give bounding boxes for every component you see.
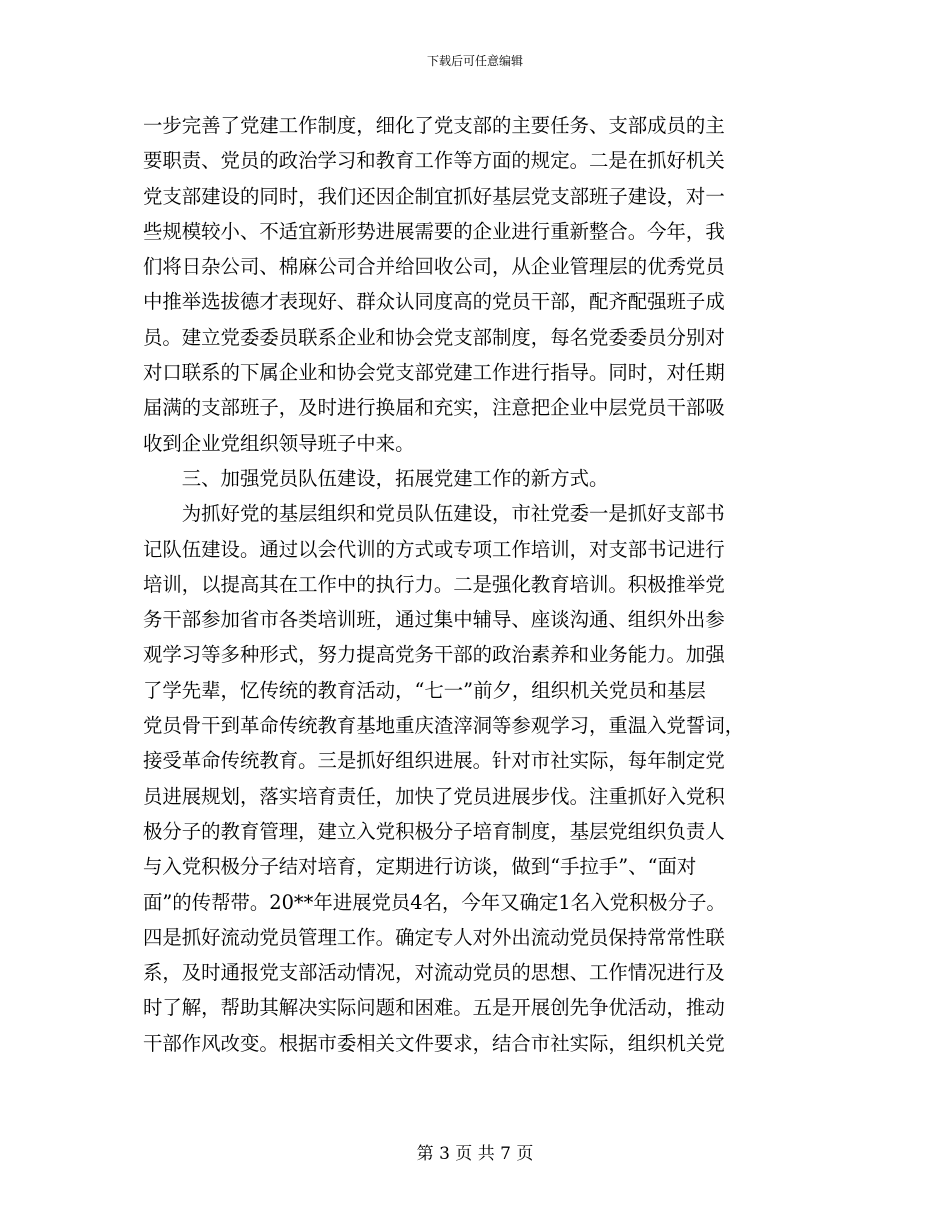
document-body <box>143 108 803 1061</box>
body-line: 培训，以提高其在工作中的执行力。二是强化教育培训。积极推举党 <box>143 572 725 596</box>
body-line: 时了解，帮助其解决实际问题和困难。五是开展创先争优活动，推动 <box>143 996 725 1020</box>
body-line: 为抓好党的基层组织和党员队伍建设，市社党委一是抓好支部书 <box>143 502 725 526</box>
section-heading: 三、加强党员队伍建设，拓展党建工作的新方式。 <box>143 466 609 490</box>
body-line: 要职责、党员的政治学习和教育工作等方面的规定。二是在抓好机关 <box>143 149 725 173</box>
body-line: 党员骨干到革命传统教育基地重庆渣滓洞等参观学习，重温入党誓词， <box>143 714 745 738</box>
body-line: 收到企业党组织领导班子中来。 <box>143 431 415 455</box>
body-line: 观学习等多种形式，努力提高党务干部的政治素养和业务能力。加强 <box>143 643 725 667</box>
body-line: 极分子的教育管理，建立入党积极分子培育制度，基层党组织负责人 <box>143 819 725 843</box>
body-line: 中推举选拔德才表现好、群众认同度高的党员干部，配齐配强班子成 <box>143 290 725 314</box>
body-line: 党支部建设的同时，我们还因企制宜抓好基层党支部班子建设，对一 <box>143 184 725 208</box>
body-line: 对口联系的下属企业和协会党支部党建工作进行指导。同时，对任期 <box>143 361 725 385</box>
body-line: 们将日杂公司、棉麻公司合并给回收公司，从企业管理层的优秀党员 <box>143 255 725 279</box>
page-number: 第 3 页 共 7 页 <box>416 1144 534 1164</box>
body-line: 员进展规划，落实培育责任，加快了党员进展步伐。注重抓好入党积 <box>143 784 725 808</box>
body-line: 一步完善了党建工作制度，细化了党支部的主要任务、支部成员的主 <box>143 114 725 137</box>
body-line: 些规模较小、不适宜新形势进展需要的企业进行重新整合。今年，我 <box>143 219 725 243</box>
body-line: 干部作风改变。根据市委相关文件要求，结合市社实际，组织机关党 <box>143 1031 725 1055</box>
body-line: 记队伍建设。通过以会代训的方式或专项工作培训，对支部书记进行 <box>143 537 725 561</box>
body-line: 接受革命传统教育。三是抓好组织进展。针对市社实际，每年制定党 <box>143 749 725 773</box>
body-line: 系，及时通报党支部活动情况，对流动党员的思想、工作情况进行及 <box>143 961 725 985</box>
body-line: 届满的支部班子，及时进行换届和充实，注意把企业中层党员干部吸 <box>143 396 725 420</box>
body-line: 面”的传帮带。20**年进展党员4名，今年又确定1名入党积极分子。 <box>143 890 726 914</box>
body-line: 四是抓好流动党员管理工作。确定专人对外出流动党员保持常常性联 <box>143 925 725 949</box>
body-line: 务干部参加省市各类培训班，通过集中辅导、座谈沟通、组织外出参 <box>143 608 725 632</box>
body-line: 了学先辈，忆传统的教育活动，“七一”前夕，组织机关党员和基层 <box>143 678 706 702</box>
page-header: 下载后可任意编辑 <box>426 54 523 68</box>
body-line: 员。建立党委委员联系企业和协会党支部制度，每名党委委员分别对 <box>143 325 725 349</box>
body-line: 与入党积极分子结对培育，定期进行访谈，做到“手拉手”、“面对 <box>143 855 697 879</box>
